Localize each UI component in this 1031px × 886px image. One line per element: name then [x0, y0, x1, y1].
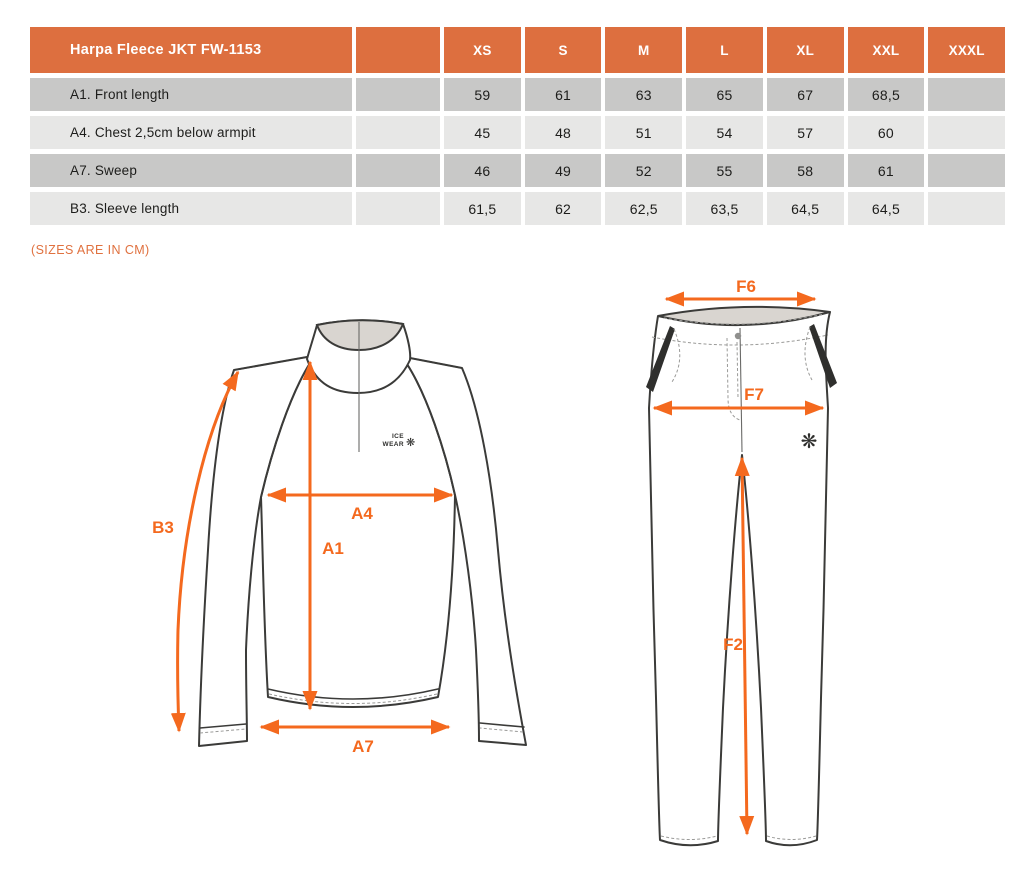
jacket-body: [261, 363, 455, 707]
label-a1: A1: [322, 539, 344, 558]
size-header-m: M: [605, 27, 682, 73]
size-header-xs: XS: [444, 27, 521, 73]
pants-diagram: [640, 278, 845, 863]
value-cell: 65: [686, 78, 763, 111]
label-a7: A7: [352, 737, 374, 756]
value-cell: 55: [686, 154, 763, 187]
snowflake-icon: ❋: [800, 429, 818, 453]
size-header-s: S: [525, 27, 602, 73]
label-b3: B3: [152, 518, 174, 537]
value-cell: 45: [444, 116, 521, 149]
row-spacer: [356, 78, 440, 111]
size-header-xl: XL: [767, 27, 844, 73]
value-cell: 58: [767, 154, 844, 187]
row-spacer: [356, 116, 440, 149]
value-cell: 57: [767, 116, 844, 149]
value-cell: 52: [605, 154, 682, 187]
jacket-diagram: [120, 300, 550, 765]
value-cell: 64,5: [767, 192, 844, 225]
value-cell: 62: [525, 192, 602, 225]
label-a4: A4: [351, 504, 373, 523]
table-header-spacer: [356, 27, 440, 73]
row-spacer: [356, 192, 440, 225]
label-f6: F6: [736, 278, 756, 296]
value-cell: 59: [444, 78, 521, 111]
value-cell: 68,5: [848, 78, 925, 111]
value-cell: 63: [605, 78, 682, 111]
value-cell: [928, 116, 1005, 149]
value-cell: 54: [686, 116, 763, 149]
value-cell: 49: [525, 154, 602, 187]
svg-text:WEAR: WEAR: [382, 441, 404, 448]
value-cell: 67: [767, 78, 844, 111]
value-cell: 48: [525, 116, 602, 149]
size-header-xxl: XXL: [848, 27, 925, 73]
sizes-unit-note: (SIZES ARE IN CM): [31, 243, 150, 257]
value-cell: 61,5: [444, 192, 521, 225]
value-cell: 51: [605, 116, 682, 149]
value-cell: 60: [848, 116, 925, 149]
waist-button: [735, 333, 741, 339]
size-table: [30, 27, 1005, 225]
row-label-sleeve-length: B3. Sleeve length: [30, 192, 352, 225]
size-header-xxxl: XXXL: [928, 27, 1005, 73]
pants-body: [649, 312, 830, 845]
row-label-sweep: A7. Sweep: [30, 154, 352, 187]
value-cell: 62,5: [605, 192, 682, 225]
label-f7: F7: [744, 385, 764, 404]
value-cell: 61: [848, 154, 925, 187]
row-label-front-length: A1. Front length: [30, 78, 352, 111]
table-title-cell: Harpa Fleece JKT FW-1153: [30, 27, 352, 73]
svg-text:ICE: ICE: [391, 433, 404, 440]
value-cell: [928, 154, 1005, 187]
size-header-l: L: [686, 27, 763, 73]
value-cell: 61: [525, 78, 602, 111]
value-cell: 64,5: [848, 192, 925, 225]
row-label-chest: A4. Chest 2,5cm below armpit: [30, 116, 352, 149]
label-f2: F2: [723, 635, 743, 654]
value-cell: 63,5: [686, 192, 763, 225]
value-cell: [928, 78, 1005, 111]
value-cell: [928, 192, 1005, 225]
row-spacer: [356, 154, 440, 187]
snowflake-icon: ❋: [406, 436, 416, 449]
value-cell: 46: [444, 154, 521, 187]
